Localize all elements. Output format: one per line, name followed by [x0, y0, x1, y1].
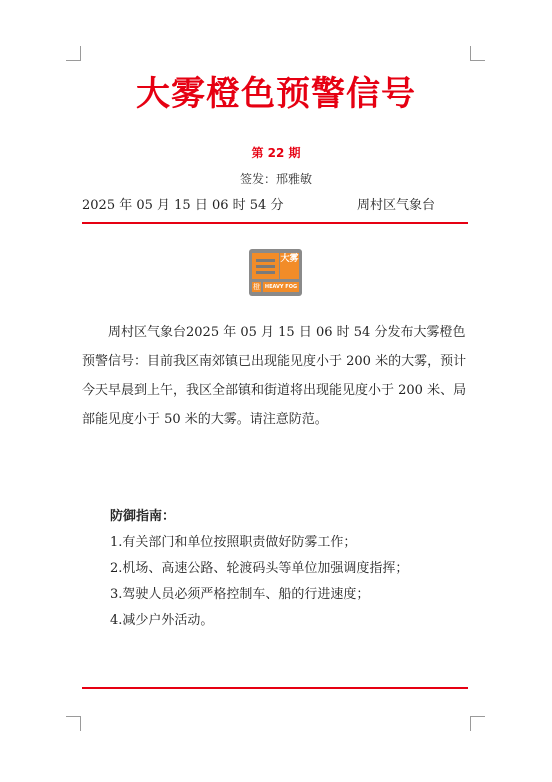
crop-mark-bottom-left	[66, 716, 81, 731]
guide-item: 2.机场、高速公路、轮渡码头等单位加强调度指挥；	[110, 561, 409, 576]
crop-mark-bottom-right	[470, 716, 485, 731]
issuing-station: 周村区气象台	[357, 198, 436, 213]
guide-item: 4.减少户外活动。	[110, 613, 214, 628]
signal-english-label: HEAVY FOG	[264, 284, 298, 290]
signal-level-glyph: 橙	[253, 283, 260, 291]
issue-datetime: 2025 年 05 月 15 日 06 时 54 分	[82, 198, 284, 213]
signer-line: 签发：邢雅敏	[239, 172, 312, 186]
document-title: 大雾橙色预警信号	[136, 74, 416, 114]
heavy-fog-orange-signal-icon	[249, 249, 302, 296]
signal-glyph: 大雾	[280, 253, 299, 279]
guide-item: 1.有关部门和单位按照职责做好防雾工作；	[110, 535, 357, 550]
crop-mark-top-left	[66, 46, 81, 61]
guide-item: 3.驾驶人员必须严格控制车、船的行进速度；	[110, 587, 370, 602]
crop-mark-top-right	[470, 46, 485, 61]
warning-body-text: 周村区气象台2025 年 05 月 15 日 06 时 54 分发布大雾橙色预警信号：目前我区南郊镇已出现能见度小于 200 米的大雾，预计今天早晨到上午，我区全部镇和街道将出现能见度小于 200 米、局部能见度小于 50 米的大雾。请注意防范。	[82, 325, 467, 427]
fog-bars-icon	[252, 253, 279, 279]
footer-divider	[82, 687, 468, 689]
guide-title: 防御指南：	[110, 509, 176, 524]
issue-number: 第 22 期	[251, 146, 301, 160]
header-divider	[82, 222, 468, 224]
guide-list	[110, 530, 408, 634]
